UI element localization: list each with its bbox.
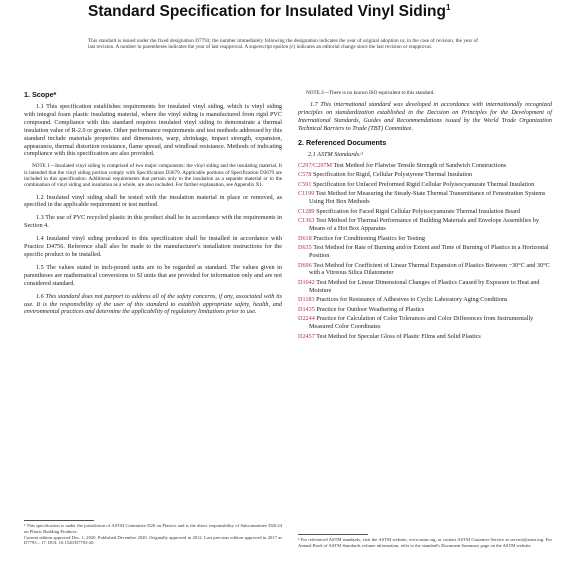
reference-code-link[interactable]: C1289 [298,207,315,215]
reference-code-link[interactable]: D618 [298,234,312,242]
reference-code-link[interactable]: D1183 [298,296,315,304]
reference-title: Specification for Unfaced Preformed Rigid Cellular Polyisocyanurate Thermal Insulation [312,180,535,188]
reference-item [298,171,552,179]
title-text: Standard Specification for Insulated Vinyl Siding [88,3,446,21]
paragraph-1-7: 1.7 This international standard was developed in accordance with internationally recognized principles on standardization established in the Decision on Principles for the Development of International Standards, Guides and Recommendations issued by the World Trade Organization Technical Barriers to Trade (TBT) Committee. [298,101,552,133]
designation-preamble: This standard is issued under the fixed designation D7793; the number immediately following the designation indicates the year of original adoption or, in the case of revision, the year of last revision. A number in parentheses indicates the year of last reapproval. A superscript epsilon (ε) indicates an editorial change since the last revision or reapproval. [88,38,478,51]
footnote-edition: Current edition approved Dec. 1, 2020. Published December 2020. Originally approved in 2012. Last previous edition approved in 2017 as D7793 – 17. DOI: 10.1520/D7793-20. [24,534,282,546]
reference-item [298,279,552,295]
reference-code-link[interactable]: D2244 [298,315,315,323]
title-footnote-marker: 1 [446,3,451,12]
reference-title: Specification for Faced Rigid Cellular Polyisocyanurate Thermal Insulation Board [316,207,521,215]
reference-title: Specification for Rigid, Cellular Polystyrene Thermal Insulation [312,171,473,179]
note-1: NOTE 1—Insulated vinyl siding is comprised of two major components: the vinyl siding and the insulating material. It is intended that the vinyl siding portion comply with Specification D3679. Applicable portions of Specification D3679 are included in this specification. Additional requirements that pertain only to the insulation as a separate material or to the combination of vinyl siding and insulation as a whole, are also included. For further explanation, see Appendix X1. [24,163,282,189]
reference-code-link[interactable]: D635 [298,244,312,252]
reference-code-link[interactable]: D1042 [298,278,315,286]
reference-title: Test Method for Flatwise Tensile Strength of Sandwich Constructions [333,161,507,169]
astm-standards-subhead: 2.1 ASTM Standards:² [308,150,363,158]
page-title [88,0,488,20]
reference-item [298,315,552,331]
right-footnote: ² For referenced ASTM standards, visit the ASTM website, www.astm.org, or contact ASTM Customer Service at service@astm.org. For Annual Book of ASTM Standards volume information, refer to the standard's Document Summary page on the ASTM website. [298,537,552,548]
reference-code-link[interactable]: C297/C297M [298,161,333,169]
reference-title: Practice for Conditioning Plastics for Testing [313,234,425,242]
left-footnote-rule [24,520,94,521]
reference-title: Test Method for Measuring the Steady-State Thermal Transmittance of Fenestration Systems Using Hot Box Methods [309,190,546,206]
reference-title: Practice for Outdoor Weathering of Plastics [316,305,425,313]
referenced-documents-heading: 2. Referenced Documents [298,137,387,147]
left-footnotes [24,523,282,546]
reference-item [298,208,552,216]
reference-title: Test Method for Thermal Performance of Building Materials and Envelope Assemblies by Means of a Hot Box Apparatus [309,217,539,233]
reference-title: Practice for Calculation of Color Tolerances and Color Differences from Instrumentally Measured Color Coordinates [309,315,534,331]
reference-item [298,217,552,233]
reference-code-link[interactable]: C1199 [298,190,315,198]
right-footnote-rule [298,534,368,535]
reference-title: Test Method for Linear Dimensional Changes of Plastics Caused by Exposure to Heat and Moisture [309,278,540,294]
reference-title: Practices for Resistance of Adhesives to Cyclic Laboratory Aging Conditions [316,296,508,304]
paragraph-1-2: 1.2 Insulated vinyl siding shall be tested with the insulation material in place or removed, as specified in the applicable requirement or test method. [24,193,282,209]
reference-item [298,162,552,170]
reference-title: Test Method for Specular Gloss of Plastic Films and Solid Plastics [316,332,481,340]
reference-code-link[interactable]: D1435 [298,305,315,313]
scope-heading: 1. Scope* [24,90,57,99]
reference-code-link[interactable]: D2457 [298,332,315,340]
paragraph-1-3: 1.3 The use of PVC recycled plastic in this product shall be in accordance with the requirements in Section 4. [24,214,282,230]
reference-title: Test Method for Coefficient of Linear Thermal Expansion of Plastics Between −30°C and 30°C with a Vitreous Silica Dilatometer [309,261,550,277]
right-column [298,90,552,342]
paragraph-1-5: 1.5 The values stated in inch-pound units are to be regarded as standard. The values given in parentheses are mathematical conversions to SI units that are provided for information only and are not considered standard. [24,263,282,287]
paragraph-1-6: 1.6 This standard does not purport to address all of the safety concerns, if any, associated with its use. It is the responsibility of the user of this standard to establish appropriate safety, health, and environmental practices and determine the applicability of regulatory limitations prior to use. [24,292,282,316]
reference-item [298,262,552,278]
reference-title: Test Method for Rate of Burning and/or Extent and Time of Burning of Plastics in a Horizontal Position [309,244,549,260]
reference-code-link[interactable]: C1363 [298,217,315,225]
left-column [24,90,282,321]
reference-code-link[interactable]: D696 [298,261,312,269]
paragraph-1-1: 1.1 This specification establishes requirements for insulated vinyl siding, which is vinyl siding with integral foam plastic insulating material, where the vinyl siding is manufactured from rigid PVC compound. Compliance with this standard requires insulated vinyl siding to demonstrate a thermal insulation value of R-2.0 or greater. Other performance requirements and test methods addressed by this standard include materials properties and dimensions, warp, shrinkage, impact strength, expansion, appearance, thermal distortion resistance, flame spread, and windload resistance. Methods of indicating compliance with this specification are also provided. [24,103,282,158]
footnote-1: ¹ This specification is under the jurisdiction of ASTM Committee D20 on Plastics and is the direct responsibility of Subcommittee D20.24 on Plastic Building Products. [24,523,282,534]
reference-item [298,333,552,341]
reference-item [298,306,552,314]
note-2: NOTE 2—There is no known ISO equivalent to this standard. [306,90,435,96]
reference-item [298,296,552,304]
reference-code-link[interactable]: C578 [298,171,312,179]
reference-list [298,162,552,341]
paragraph-1-4: 1.4 Insulated vinyl siding produced to this specification shall be installed in accordance with Practice D4756. Reference shall also be made to the manufacturer's installation instructions for the specific product to be installed. [24,235,282,258]
reference-code-link[interactable]: C591 [298,180,312,188]
reference-item [298,190,552,206]
reference-item [298,181,552,189]
reference-item [298,244,552,260]
reference-item [298,235,552,243]
